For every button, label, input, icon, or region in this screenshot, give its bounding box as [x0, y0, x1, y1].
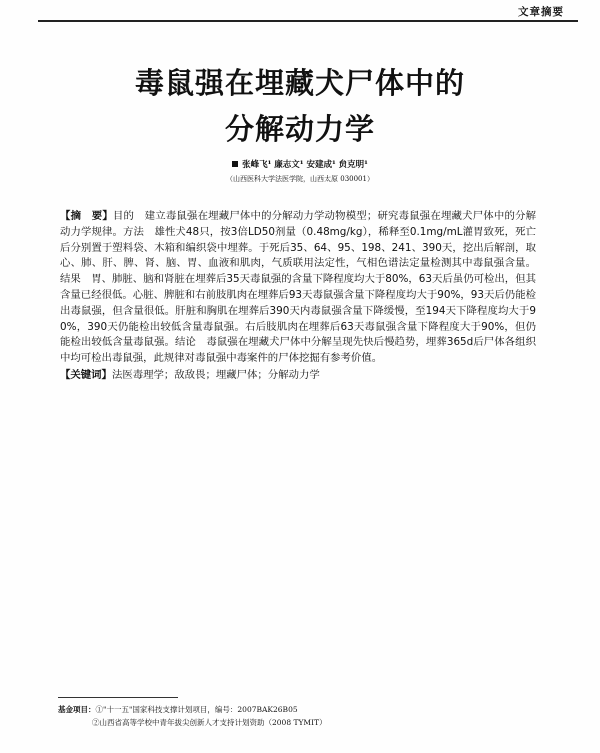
funding-item-1: ①"十一五"国家科技支撑计划项目，编号：2007BAK26B05: [95, 705, 298, 714]
funding-label: 基金项目：: [58, 705, 96, 714]
title-line-2: 分解动力学: [224, 112, 375, 146]
keywords: [60, 368, 536, 384]
author-marker-icon: [232, 161, 238, 167]
affiliation: （山西医科大学法医学院，山西太原 030001）: [226, 175, 374, 183]
author-list: [0, 158, 600, 170]
author-names: 张峰飞¹ 廉志文¹ 安建成¹ 贠克明¹: [242, 160, 368, 170]
abstract: [60, 209, 536, 367]
funding-note: [58, 703, 327, 729]
footnote-rule: [58, 697, 178, 698]
title-line-1: 毒鼠强在埋藏犬尸体中的: [134, 66, 465, 100]
section-label: 文章摘要: [518, 6, 564, 18]
keywords-label: 【关键词】: [60, 369, 112, 381]
keywords-text: 法医毒理学；敌敌畏；埋藏尸体；分解动力学: [111, 369, 320, 381]
funding-item-2: ②山西省高等学校中青年拔尖创新人才支持计划资助（2008 TYMIT）: [92, 718, 327, 727]
article-title: [0, 60, 600, 152]
header-rule: [38, 20, 578, 22]
abstract-text: 目的 建立毒鼠强在埋藏尸体中的分解动力学动物模型；研究毒鼠强在埋藏犬尸体中的分解动力学规律。方法 雄性犬48只，按3倍LD50剂量（0.48mg/kg），稀释至0.1mg/mL灌胃致死，死亡后分别置于塑料袋、木箱和编织袋中埋葬。于死后35、64、95、198、241、390天，挖出后解剖，取心、肺、肝、脾、肾、脑、胃、血液和肌肉，气质联用法定性，气相色谱法定量检测其中毒鼠强含量。结果 胃、肺脏、脑和肾脏在埋葬后35天毒鼠强的含量下降程度均大于80%，63天后虽仍可检出，但其含量已经很低。心脏、脾脏和右前肢肌肉在埋葬后93天毒鼠强含量下降程度均大于90%，93天后仍能检出毒鼠强，但含量很低。肝脏和胸肌在埋葬后390天内毒鼠强含量下降缓慢，至194天下降程度均大于90%，390天仍能检出较低含量毒鼠强。右后肢肌肉在埋葬后63天毒鼠强含量下降程度大于90%，但仍能检出较低含量毒鼠强。结论 毒鼠强在埋藏犬尸体中分解呈现先快后慢趋势，埋葬365d后尸体各组织中均可检出毒鼠强，此规律对毒鼠强中毒案件的尸体挖掘有参考价值。: [60, 210, 537, 365]
abstract-label: 【摘 要】: [60, 210, 113, 222]
